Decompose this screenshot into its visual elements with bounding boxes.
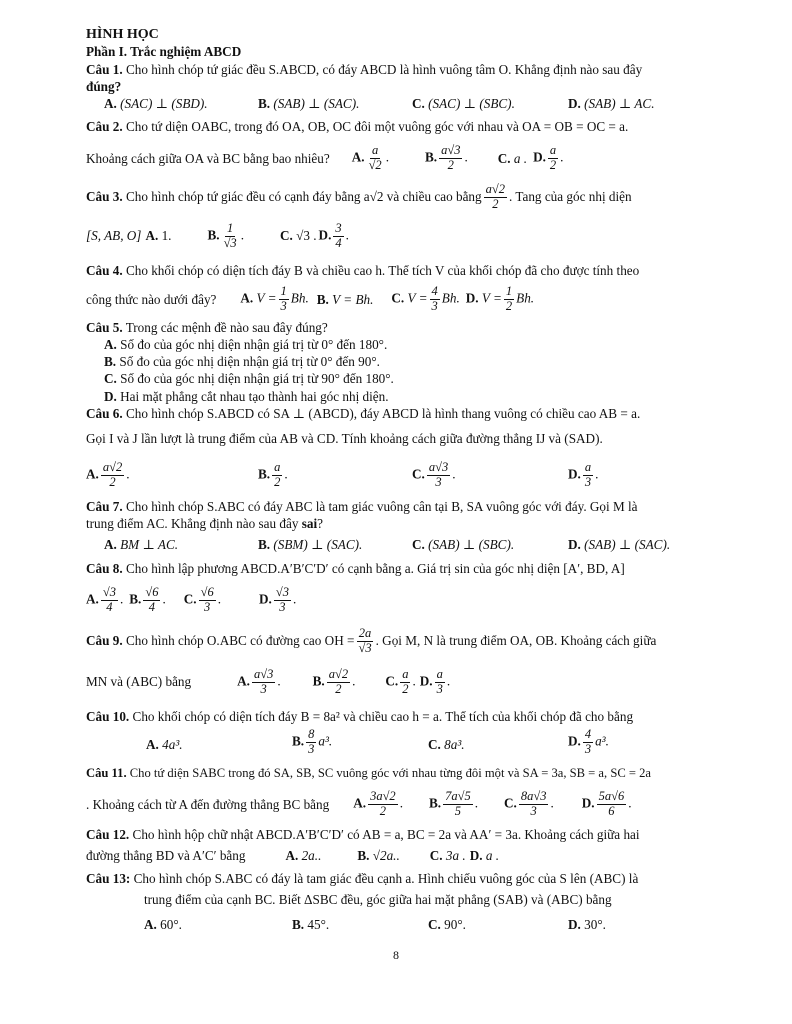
- question-2: [86, 118, 726, 175]
- q-fraction: $\frac{a√2}{2}$: [485, 181, 505, 211]
- q-text: Trong các mệnh đề nào sau đây đúng?: [125, 320, 328, 335]
- q-text: Cho hình chóp O.ABC có đường cao OH =: [125, 633, 355, 649]
- option-b[interactable]: B. (SAB) ⊥ (SAC).: [258, 96, 360, 111]
- option-b[interactable]: B. $\frac{a√3}{2}$ .: [424, 142, 468, 172]
- q-label: Câu 13:: [86, 871, 131, 886]
- q-text-2: đường thẳng BD và A′C′ bằng: [86, 848, 246, 864]
- q-text: Cho hình chóp tứ giác đều có cạnh đáy bằng a√2 và chiều cao bằng: [125, 189, 482, 205]
- question-12: [86, 826, 726, 864]
- question-10: [86, 708, 726, 756]
- option-a[interactable]: A. Số đo của góc nhị diện nhận giá trị từ 0° đến 180°.: [104, 337, 388, 353]
- option-d[interactable]: D. Hai mặt phẳng cắt nhau tạo thành hai góc nhị diện.: [104, 388, 389, 404]
- option-d[interactable]: D. (SAB) ⊥ (SAC).: [568, 537, 671, 552]
- q-text: Cho hình chóp tứ giác đều S.ABCD, có đáy ABCD là hình vuông tâm O. Khẳng định nào sau đây: [125, 62, 643, 77]
- q-text: Cho hình chóp S.ABC có đáy là tam giác đều cạnh a. Hình chiếu vuông góc của S lên (ABC) là: [133, 871, 639, 886]
- option-c[interactable]: C. a .: [497, 150, 528, 166]
- q-label: Câu 5.: [86, 320, 123, 335]
- q8-options: [86, 583, 726, 617]
- question-9: [86, 624, 726, 698]
- option-d[interactable]: D. 30°.: [568, 917, 606, 932]
- option-d[interactable]: D. $\frac{a}{3}$ .: [568, 460, 599, 489]
- option-c[interactable]: C. $\frac{a√3}{3}$ .: [412, 460, 456, 489]
- question-8: [86, 560, 726, 617]
- option-b[interactable]: B. 45°.: [292, 917, 330, 932]
- q-label: Câu 10.: [86, 709, 130, 724]
- q-label: Câu 9.: [86, 633, 123, 649]
- q-label: Câu 1.: [86, 62, 123, 77]
- option-a[interactable]: A. $\frac{a√2}{2}$ .: [86, 460, 130, 489]
- option-c[interactable]: C. $\frac{a}{2}$ .: [385, 666, 416, 696]
- option-c[interactable]: C. 90°.: [428, 917, 466, 932]
- q-text-2: trung điểm AC. Khẳng định nào sau đây: [86, 516, 299, 532]
- option-c[interactable]: C. $\frac{√6}{3}$ .: [183, 584, 222, 614]
- option-b[interactable]: B. V = Bh.: [316, 291, 374, 307]
- option-b[interactable]: B. $\frac{a√2}{2}$ .: [312, 666, 356, 696]
- option-b[interactable]: B. $\frac{1}{√3}$ .: [207, 220, 244, 250]
- option-c[interactable]: C. 8a³.: [428, 737, 465, 752]
- option-a[interactable]: A. 1.: [145, 228, 172, 244]
- q-label: Câu 8.: [86, 561, 123, 576]
- q-text: Cho khối chóp có diện tích đáy B và chiều cao h. Thể tích V của khối chóp đã cho được tính theo: [125, 263, 640, 278]
- q-label: Câu 4.: [86, 263, 123, 278]
- question-4: [86, 262, 726, 315]
- question-1: [86, 61, 726, 111]
- q1-options: [86, 95, 726, 115]
- question-11: [86, 765, 726, 821]
- option-a[interactable]: A. (SAC) ⊥ (SBD).: [104, 96, 208, 111]
- q-label: Câu 7.: [86, 499, 123, 514]
- question-6: [86, 405, 726, 489]
- option-d[interactable]: D. (SAB) ⊥ AC.: [568, 96, 655, 111]
- question-3: [86, 180, 726, 252]
- question-7: Câu 7. Cho hình chóp S.ABC có đáy ABC là tam giác vuông cân tại B, SA vuông góc với đáy. Gọi M là trung điểm AC. Khẳng định nào sau đây sai? A. BM ⊥ AC. B. (SBM) ⊥ (SAC). C. (SAB) ⊥ (SBC). D. (SAB) ⊥ (SAC).: [86, 498, 726, 532]
- option-a[interactable]: A. $\frac{a√3}{3}$ .: [237, 666, 281, 696]
- option-d[interactable]: D. V = $\frac{1}{2}$ Bh.: [465, 283, 535, 313]
- option-d[interactable]: D. $\frac{a}{2}$ .: [533, 142, 564, 172]
- q-text-2: MN và (ABC) bằng: [86, 674, 192, 690]
- option-a[interactable]: A. BM ⊥ AC.: [104, 537, 179, 552]
- q-text-after: . Tang của góc nhị diện: [509, 189, 632, 205]
- q-text-2: trung điểm của cạnh BC. Biết ΔSBC đều, góc giữa hai mặt phẳng (SAB) và (ABC) bằng: [144, 892, 612, 908]
- q-text-2: . Khoảng cách từ A đến đường thẳng BC bằng: [86, 796, 330, 812]
- page-number: 8: [393, 948, 399, 962]
- q-text-2: đúng?: [86, 79, 122, 95]
- option-a[interactable]: A. 60°.: [144, 917, 182, 932]
- option-d[interactable]: D. $\frac{√3}{3}$ .: [259, 584, 297, 614]
- option-a[interactable]: A. 2a..: [285, 848, 322, 864]
- q-label: Câu 2.: [86, 119, 123, 134]
- option-c[interactable]: C. (SAC) ⊥ (SBC).: [412, 96, 515, 111]
- q-text: Cho hình chóp S.ABC có đáy ABC là tam giác vuông cân tại B, SA vuông góc với đáy. Gọi M là: [125, 499, 638, 514]
- doc-title: HÌNH HỌC: [86, 27, 159, 42]
- q-label: Câu 12.: [86, 827, 130, 842]
- q-label: Câu 11.: [86, 766, 127, 780]
- option-b[interactable]: B. $\frac{7a√5}{5}$ .: [428, 789, 478, 818]
- option-d[interactable]: D. $\frac{3}{4}$ .: [318, 220, 349, 250]
- option-c[interactable]: C. V = $\frac{4}{3}$ Bh.: [391, 283, 460, 313]
- option-b[interactable]: B. Số đo của góc nhị diện nhận giá trị từ 0° đến 90°.: [104, 354, 380, 370]
- question-5: [86, 319, 726, 405]
- q-angle: [S, AB, O]: [86, 228, 142, 244]
- option-b[interactable]: B. $\frac{√6}{4}$ .: [129, 584, 166, 614]
- option-d[interactable]: D. $\frac{4}{3}$ a³.: [568, 727, 609, 756]
- option-c[interactable]: C. (SAB) ⊥ (SBC).: [412, 537, 515, 552]
- option-b[interactable]: B. (SBM) ⊥ (SAC).: [258, 537, 363, 552]
- option-b[interactable]: B. $\frac{a}{2}$ .: [258, 460, 288, 489]
- q-text-2: công thức nào dưới đây?: [86, 291, 217, 307]
- question-13: [86, 870, 726, 932]
- q-label: Câu 3.: [86, 189, 123, 205]
- option-a[interactable]: A. $\frac{a}{√2}$ .: [351, 142, 389, 172]
- q10-options: [86, 728, 726, 762]
- q-text-bold: sai: [301, 516, 318, 532]
- option-a[interactable]: A. $\frac{√3}{4}$ .: [86, 584, 124, 614]
- option-c[interactable]: C. √3 .: [279, 228, 317, 244]
- q-label: Câu 6.: [86, 406, 123, 421]
- q13-options: [86, 916, 726, 936]
- q-text-after: . Gọi M, N là trung điểm OA, OB. Khoảng cách giữa: [375, 633, 657, 649]
- option-d[interactable]: D. $\frac{5a√6}{6}$ .: [581, 789, 632, 818]
- q7-options: [86, 536, 726, 556]
- q-text: Cho hình hộp chữ nhật ABCD.A′B′C′D′ có AB = a, BC = 2a và AA′ = 3a. Khoảng cách giữa hai: [132, 827, 640, 842]
- q-text: Cho khối chóp có diện tích đáy B = 8a² và chiều cao h = a. Thể tích của khối chóp đã cho bằng: [132, 709, 634, 724]
- option-a[interactable]: A. 4a³.: [146, 737, 183, 752]
- option-c[interactable]: C. $\frac{8a√3}{3}$ .: [504, 789, 554, 818]
- q-text-2: Gọi I và J lần lượt là trung điểm của AB và CD. Tính khoảng cách giữa đường thẳng IJ và (SAD).: [86, 431, 603, 447]
- q-fraction: $\frac{2a}{√3}$: [358, 625, 372, 655]
- option-b[interactable]: B. √2a..: [357, 848, 400, 864]
- q-text: Cho hình chóp S.ABCD có SA ⊥ (ABCD), đáy ABCD là hình thang vuông có chiều cao AB = a.: [125, 406, 641, 421]
- option-c[interactable]: C. 3a .: [429, 848, 466, 864]
- option-d[interactable]: D. a .: [469, 848, 499, 864]
- option-b[interactable]: B. $\frac{8}{3}$ a³.: [292, 727, 333, 756]
- option-c[interactable]: C. Số đo của góc nhị diện nhận giá trị từ 90° đến 180°.: [104, 371, 394, 387]
- q-text-2: Khoảng cách giữa OA và BC bằng bao nhiêu?: [86, 150, 330, 166]
- option-a[interactable]: A. $\frac{3a√2}{2}$ .: [353, 789, 403, 818]
- option-d[interactable]: D. $\frac{a}{3}$ .: [419, 666, 451, 696]
- part-title: Phần I. Trắc nghiệm ABCD: [86, 44, 242, 59]
- q-text: Cho tứ diện SABC trong đó SA, SB, SC vuông góc với nhau từng đôi một và SA = 3a, SB = a, SC = 2a: [129, 766, 652, 780]
- q-text: Cho hình lập phương ABCD.A′B′C′D′ có cạnh bằng a. Giá trị sin của góc nhị diện [A′, BD, A]: [125, 561, 625, 576]
- option-a[interactable]: A. V = $\frac{1}{3}$ Bh.: [240, 283, 309, 313]
- q-text: Cho tứ diện OABC, trong đó OA, OB, OC đôi một vuông góc với nhau và OA = OB = OC = a.: [125, 119, 629, 134]
- q6-options: [86, 461, 726, 495]
